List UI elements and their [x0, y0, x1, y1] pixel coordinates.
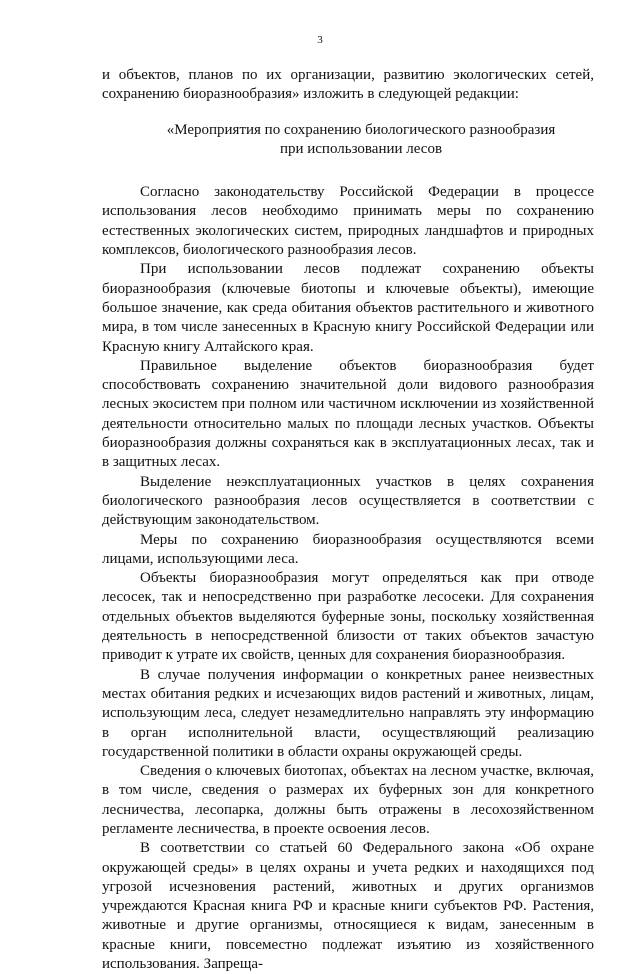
intro-paragraph: и объектов, планов по их организации, развитию экологических сетей, сохранению биоразнообразия» изложить в следующей редакции:	[102, 67, 594, 103]
page-number: 3	[317, 34, 323, 46]
paragraph-6: Объекты биоразнообразия могут определяться как при отводе лесосек, так и непосредственно при разработке лесосеки. Для сохранения отдельных объектов выделяются буферные зоны, поскольку хозяйственная деятельность в непосредственной близости от таких объектов зачастую приводит к утрате их свойств, ценных для сохранения биоразнообразия.	[102, 570, 594, 664]
section-heading-line-2: при использовании лесов	[279, 140, 443, 157]
paragraph-4: Выделение неэксплуатационных участков в целях сохранения биологического разнообразия лесов осуществляется в соответствии с действующим законодательством.	[102, 473, 594, 529]
section-heading	[102, 121, 594, 160]
document-body	[102, 66, 594, 974]
section-heading-line-1: «Мероприятия по сохранению биологического разнообразия	[166, 121, 556, 138]
paragraph-5: Меры по сохранению биоразнообразия осуществляются всеми лицами, использующими леса.	[102, 531, 594, 567]
paragraph-1: Согласно законодательству Российской Федерации в процессе использования лесов необходимо принимать меры по сохранению естественных экологических систем, природных ландшафтов и природных комплексов, биологического разнообразия лесов.	[102, 184, 594, 259]
paragraph-3: Правильное выделение объектов биоразнообразия будет способствовать сохранению значительной доли видового разнообразия лесных экосистем при полном или частичном исключении из хозяйственной деятельности относительно малых по площади лесных участков. Объекты биоразнообразия должны сохраняться как в эксплуатационных лесах, так и в защитных лесах.	[102, 357, 594, 471]
paragraph-8: Сведения о ключевых биотопах, объектах на лесном участке, включая, в том числе, сведения о размерах их буферных зон для конкретного лесничества, лесопарка, должны быть отражены в лесохозяйственном регламенте лесничества, в проекте освоения лесов.	[102, 763, 594, 837]
paragraph-7: В случае получения информации о конкретных ранее неизвестных местах обитания редких и исчезающих видов растений и животных, лицам, использующим леса, следует незамедлительно направлять эту информацию в орган исполнительной власти, осуществляющий реализацию государственной политики в области охраны окружающей среды.	[102, 666, 594, 760]
paragraph-2: При использовании лесов подлежат сохранению объекты биоразнообразия (ключевые биотопы и ключевые объекты), имеющие большое значение, как среда обитания объектов растительного и животного мира, в том числе занесенных в Красную книгу Российской Федерации или Красную книгу Алтайского края.	[102, 261, 594, 355]
paragraph-9: В соответствии со статьей 60 Федерального закона «Об охране окружающей среды» в целях охраны и учета редких и находящихся под угрозой исчезновения растений, животных и других организмов учреждаются Красная книга РФ и красные книги субъектов РФ. Растения, животные и другие организмы, относящиеся к видам, занесенным в красные книги, повсеместно подлежат изъятию из хозяйственного использования. Запреща-	[102, 840, 594, 973]
